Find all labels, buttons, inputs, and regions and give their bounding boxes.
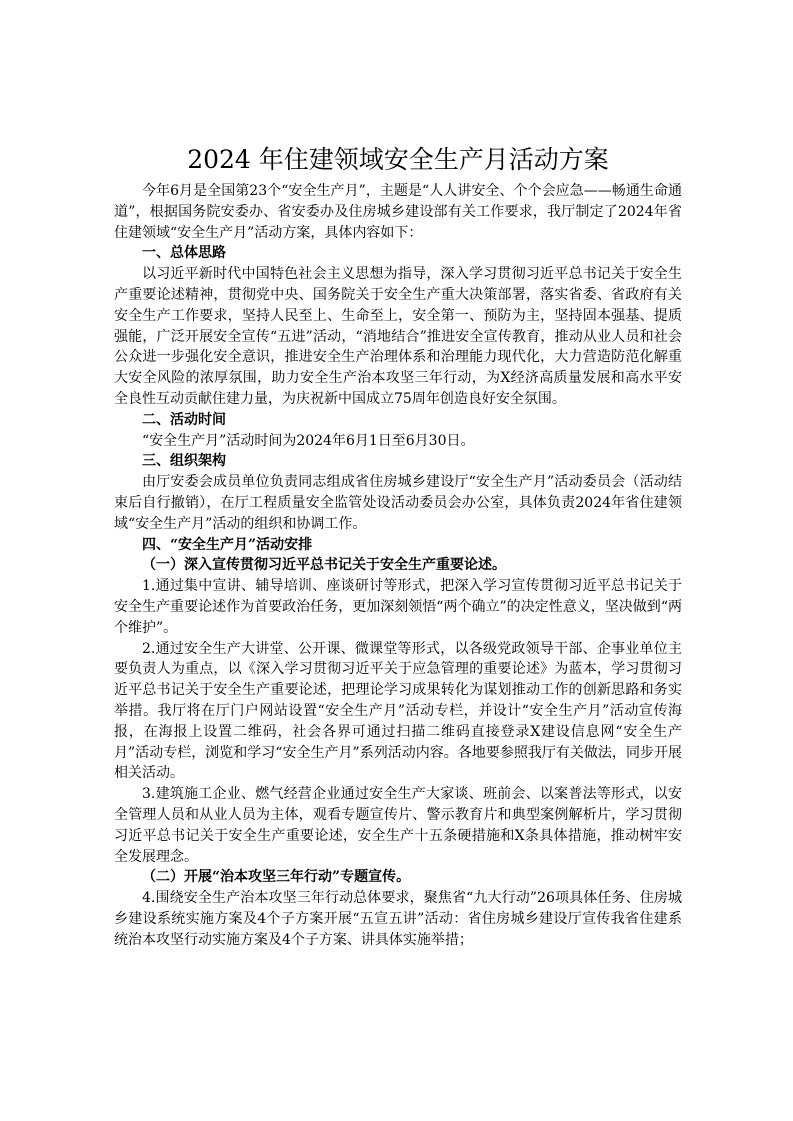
item-paragraph-1: 1.通过集中宣讲、辅导培训、座谈研讨等形式，把深入学习宣传贯彻习近平总书记关于安全生产重要论述作为首要政治任务，更加深刻领悟“两个确立”的决定性意义，坚决做到“两个维护”。 xyxy=(114,578,682,636)
section-body-overall-approach: 以习近平新时代中国特色社会主义思想为指导，深入学习贯彻习近平总书记关于安全生产重要论述精神，贯彻党中央、国务院关于安全生产重大决策部署，落实省委、省政府有关安全生产工作要求，坚持人民至上、生命至上，安全第一、预防为主，坚持固本强基、提质强能，广泛开展安全宣传“五进”活动，“消地结合”推进安全宣传教育，推动从业人员和社会公众进一步强化安全意识，推进安全生产治理体系和治理能力现代化，大力营造防范化解重大安全风险的浓厚氛围，助力安全生产治本攻坚三年行动，为X经济高质量发展和高水平安全良性互动贡献住建力量，为庆祝新中国成立75周年创造良好安全氛围。 xyxy=(114,266,682,407)
document-title: 2024 年住建领域安全生产月活动方案 xyxy=(187,145,609,174)
section-heading-overall-approach: 一、总体思路 xyxy=(142,245,226,262)
item-paragraph-2: 2.通过安全生产大讲堂、公开课、微课堂等形式，以各级党政领导干部、企事业单位主要负责人为重点，以《深入学习贯彻习近平关于应急管理的重要论述》为蓝本，学习贯彻习近平总书记关于安全生产重要论述，把理论学习成果转化为谋划推动工作的创新思路和务实举措。我厅将在厅门户网站设置“安全生产月”活动专栏，并设计“安全生产月”活动宣传海报，在海报上设置二维码，社会各界可通过扫描二维码直接登录X建设信息网“安全生产月”活动专栏，浏览和学习“安全生产月”系列活动内容。各地要参照我厅有关做法，同步开展相关活动。 xyxy=(114,640,682,782)
item-paragraph-3: 3.建筑施工企业、燃气经营企业通过安全生产大家谈、班前会、以案普法等形式，以安全管理人员和从业人员为主体，观看专题宣传片、警示教育片和典型案例解析片，学习贯彻习近平总书记关于安全生产重要论述，安全生产十五条硬措施和X条具体措施，推动树牢安全发展理念。 xyxy=(114,786,682,865)
section-heading-activity-arrangements: 四、“安全生产月”活动安排 xyxy=(142,536,313,553)
subsection-heading-2: （二）开展“治本攻坚三年行动”专题宣传。 xyxy=(142,869,411,886)
section-body-organization: 由厅安委会成员单位负责同志组成省住房城乡建设厅“安全生产月”活动委员会（活动结束后自行撤销），在厅工程质量安全监管处设活动委员会办公室，具体负责2024年省住建领域“安全生产月”活动的组织和协调工作。 xyxy=(114,474,682,532)
item-paragraph-4: 4.围绕安全生产治本攻坚三年行动总体要求，聚焦省“九大行动”26项具体任务、住房城乡建设系统实施方案及4个子方案开展“五宣五讲”活动：省住房城乡建设厅宣传我省住建系统治本攻坚行动实施方案及4个子方案、讲具体实施举措； xyxy=(114,890,682,948)
document-page xyxy=(114,140,682,950)
section-heading-organization: 三、组织架构 xyxy=(142,453,226,470)
intro-paragraph: 今年6月是全国第23个“安全生产月”，主题是“人人讲安全、个个会应急——畅通生命通道”，根据国务院安委办、省安委办及住房城乡建设部有关工作要求，我厅制定了2024年省住建领域“安全生产月”活动方案，具体内容如下： xyxy=(114,183,682,241)
section-body-activity-time: “安全生产月”活动时间为2024年6月1日至6月30日。 xyxy=(142,432,475,449)
section-heading-activity-time: 二、活动时间 xyxy=(142,411,226,428)
subsection-heading-1: （一）深入宣传贯彻习近平总书记关于安全生产重要论述。 xyxy=(142,557,506,574)
